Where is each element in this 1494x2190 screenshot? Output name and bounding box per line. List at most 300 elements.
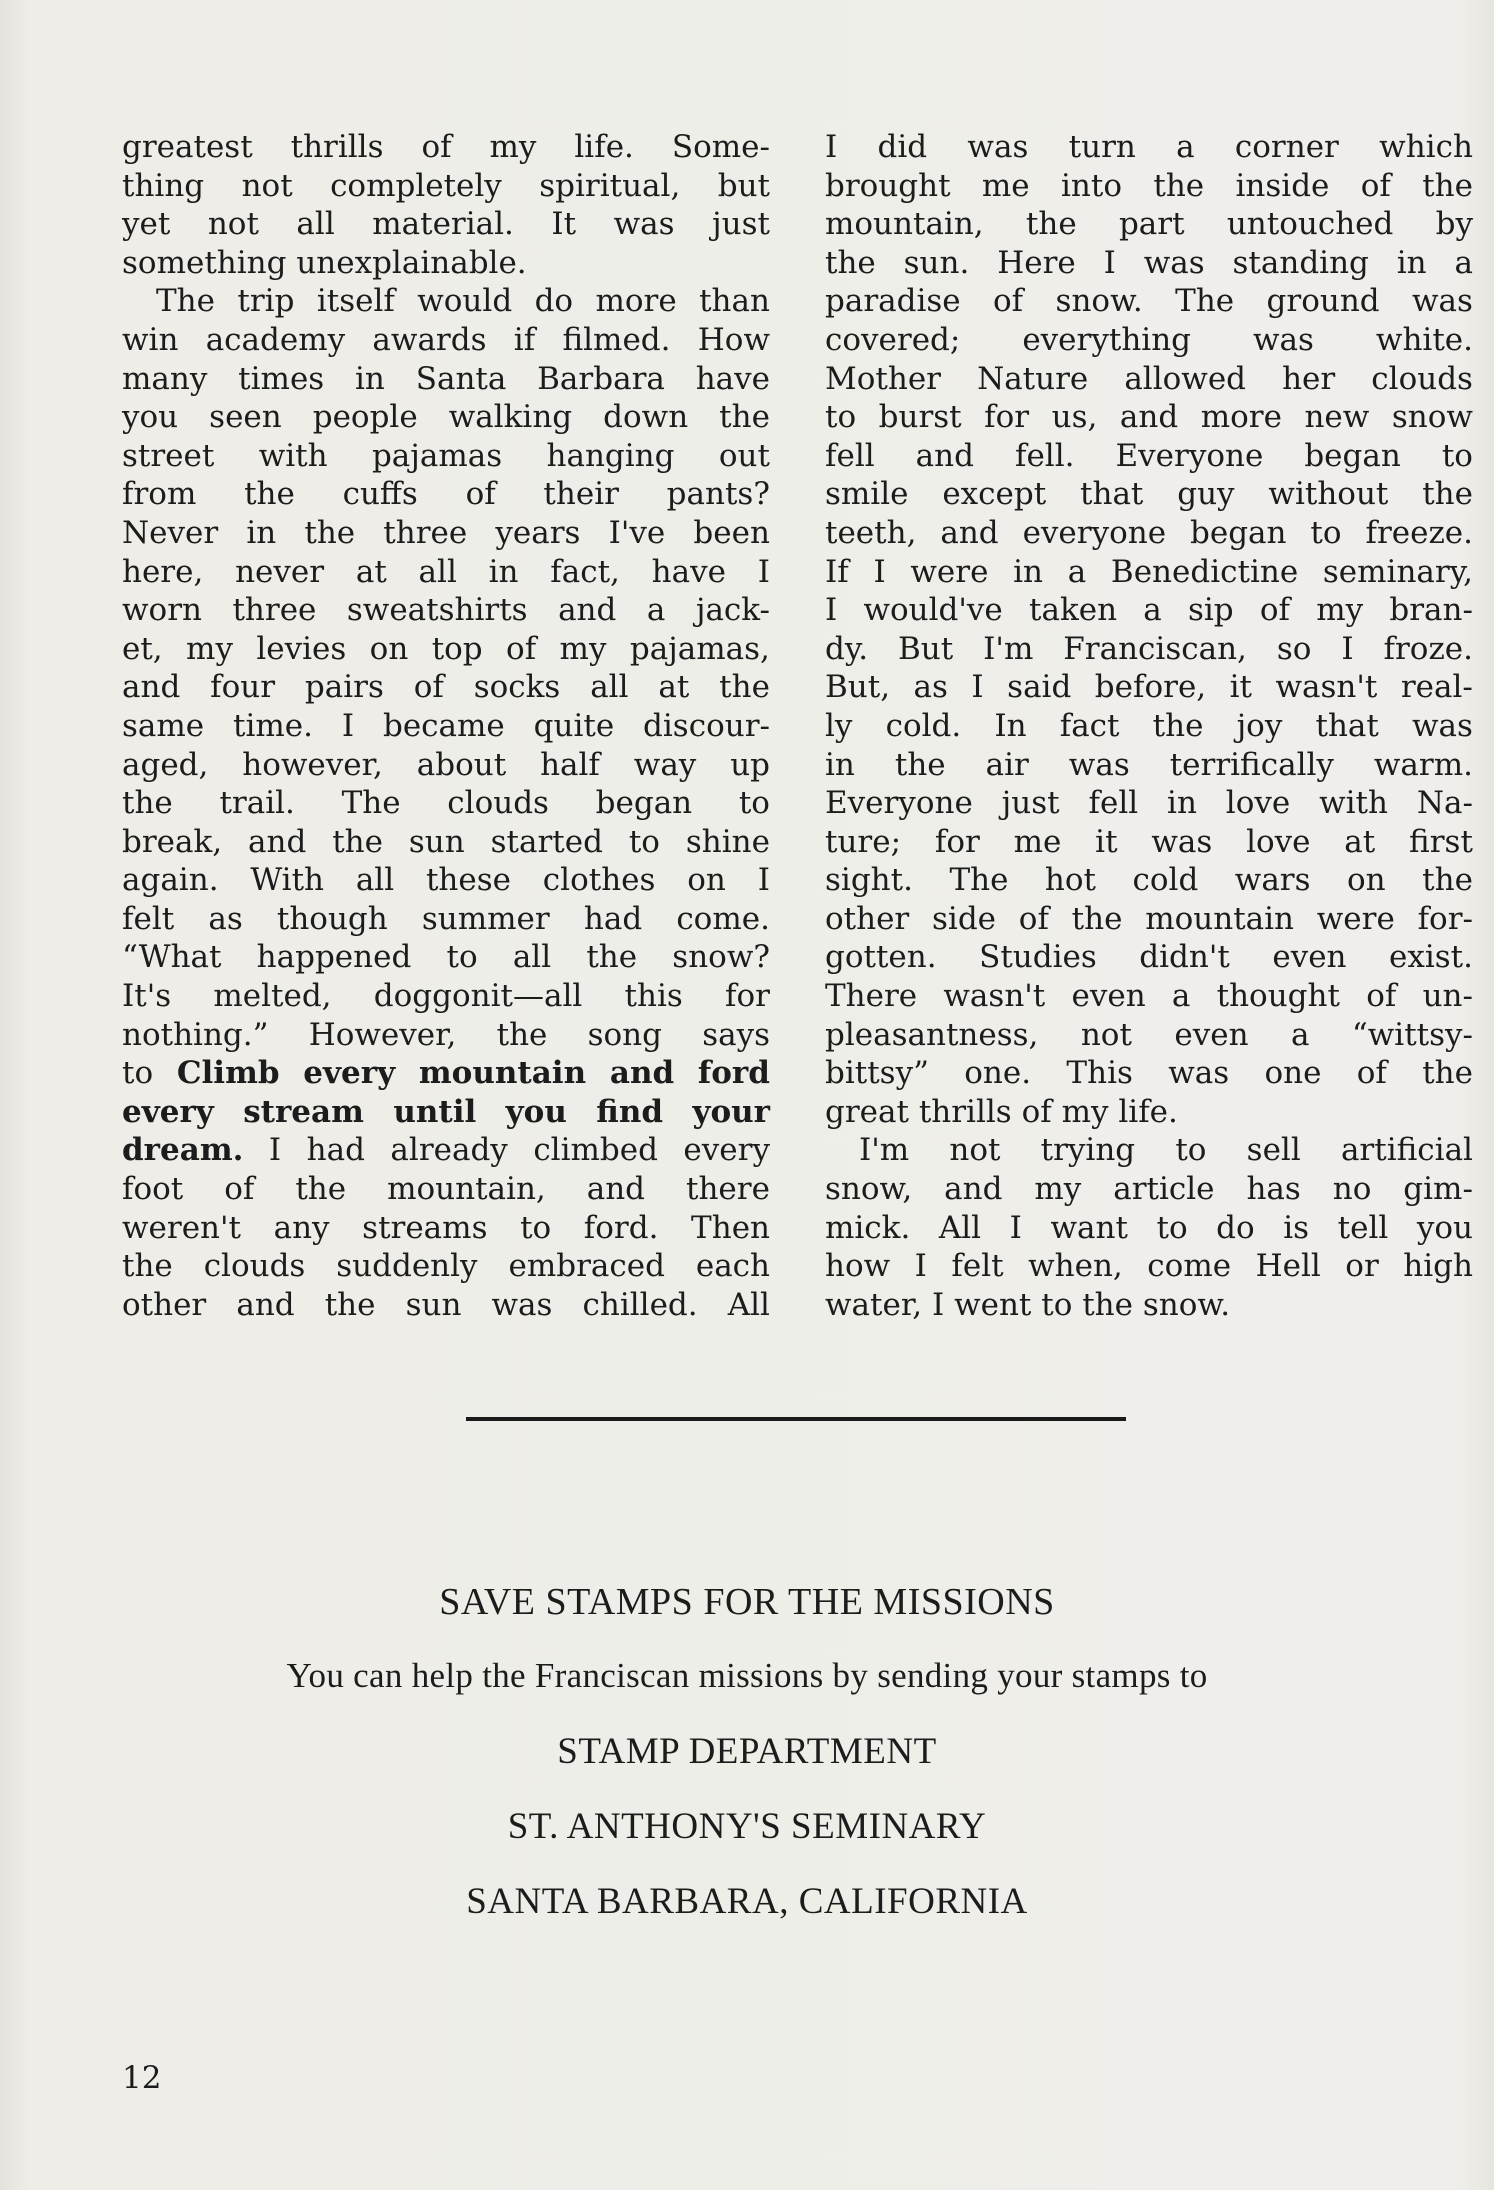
word: find [596, 1093, 664, 1130]
word: was [1253, 321, 1314, 358]
word: melted, [213, 978, 332, 1015]
text-line [825, 1093, 1473, 1132]
word: sip [1187, 592, 1234, 629]
word: Hell [1255, 1248, 1321, 1285]
word: Na- [1416, 785, 1473, 822]
word: everyone [1022, 514, 1167, 551]
text-line [825, 1209, 1473, 1248]
word: life. [574, 129, 634, 165]
text-line [825, 977, 1473, 1016]
word: paradise [825, 283, 961, 320]
word: terrifically [1169, 746, 1334, 783]
word: The [1175, 283, 1235, 320]
word: love [1246, 823, 1311, 860]
word: up [730, 746, 770, 783]
word: Here [997, 244, 1076, 281]
word: three [232, 592, 317, 629]
word: felt [951, 1248, 1004, 1285]
word: trip [237, 283, 295, 320]
word: not [1080, 1016, 1132, 1053]
word: were [910, 553, 989, 590]
word: “wittsy- [1351, 1016, 1473, 1053]
word: I'm [983, 630, 1034, 667]
word: the [825, 244, 876, 281]
word: these [425, 862, 511, 899]
word: my [1316, 592, 1364, 629]
notice-title: SAVE STAMPS FOR THE MISSIONS [439, 1581, 1055, 1623]
word: if [513, 321, 536, 358]
word: Studies [979, 939, 1097, 976]
word: thought [1216, 978, 1340, 1015]
word: embraced [508, 1248, 665, 1285]
word: even [1174, 1016, 1249, 1053]
word: I [1009, 1209, 1022, 1246]
word: all [590, 669, 629, 706]
word: were [1316, 900, 1395, 937]
word: of [421, 129, 452, 165]
text-line [122, 784, 770, 823]
word: on [1347, 862, 1386, 899]
word: The [949, 862, 1009, 899]
word: of [1021, 1093, 1052, 1130]
word: warm. [1373, 746, 1473, 783]
text-line [825, 321, 1473, 360]
word: discour- [643, 707, 770, 744]
text-line [825, 437, 1473, 476]
word: with [258, 437, 328, 474]
word: hanging [546, 437, 675, 474]
word: pants? [666, 476, 770, 513]
word: you [122, 399, 179, 436]
word: clouds [1371, 360, 1473, 397]
word: except [942, 476, 1047, 513]
word: fell. [1014, 437, 1075, 474]
word: guy [1177, 476, 1235, 513]
word: of [1259, 592, 1290, 629]
word: taken [1029, 592, 1118, 629]
word: a [1176, 129, 1195, 165]
word: wars [1234, 862, 1311, 899]
text-line [122, 1247, 770, 1286]
word: had [306, 1132, 365, 1169]
word: part [1118, 206, 1185, 243]
word: to [446, 939, 478, 976]
text-line [825, 167, 1473, 206]
word: the [1152, 707, 1204, 744]
word: four [210, 669, 276, 706]
text-line [825, 205, 1473, 244]
word: of [465, 476, 496, 513]
word: and [248, 823, 307, 860]
word: my [186, 630, 233, 667]
word: snow [1391, 399, 1473, 436]
word: from [122, 476, 197, 513]
word: in [488, 553, 519, 590]
word: in [1013, 553, 1044, 590]
word: “What [122, 939, 222, 976]
word: freeze. [1365, 514, 1473, 551]
word: again. [122, 862, 219, 899]
word: ford. [583, 1209, 659, 1246]
word: of [1360, 167, 1391, 204]
word: of [1356, 1055, 1387, 1092]
word: fell [825, 437, 875, 474]
text-line [825, 244, 1473, 283]
word: all [418, 553, 457, 590]
word: any [273, 1209, 330, 1246]
text-line [825, 360, 1473, 399]
word: for [725, 978, 770, 1015]
word: hot [1044, 862, 1097, 899]
word: seen [209, 399, 282, 436]
text-line [122, 707, 770, 746]
word: the [1082, 1286, 1133, 1323]
word: awards [372, 321, 487, 358]
text-line [825, 398, 1473, 437]
word: ford [697, 1055, 770, 1092]
word: of [224, 1171, 255, 1208]
text-line [825, 282, 1473, 321]
word: life. [1118, 1093, 1178, 1130]
word: until [393, 1093, 477, 1130]
text-line [825, 1247, 1473, 1286]
word: it [1095, 823, 1118, 860]
word: If [825, 553, 849, 590]
text-line [825, 128, 1473, 167]
word: at [355, 553, 387, 590]
word: which [1379, 129, 1473, 165]
word: air [985, 746, 1029, 783]
word: that [1080, 476, 1144, 513]
word: this [624, 978, 683, 1015]
word: every [303, 1055, 396, 1092]
word: clouds [447, 785, 549, 822]
word: a [1454, 244, 1473, 281]
word: at [1344, 823, 1376, 860]
word: times [238, 360, 325, 397]
notice-seminary: ST. ANTHONY'S SEMINARY [507, 1806, 987, 1847]
word: levies [256, 630, 347, 667]
word: on [369, 630, 409, 667]
word: do [534, 283, 574, 320]
word: already [390, 1132, 508, 1169]
word: But, [825, 669, 891, 706]
word: began [595, 785, 693, 822]
word: clouds [203, 1248, 306, 1285]
word: as [208, 900, 243, 937]
word: one. [964, 1055, 1032, 1092]
word: pajamas, [629, 630, 770, 667]
word: even [1071, 978, 1146, 1015]
word: come. [676, 900, 770, 937]
word: for [934, 823, 980, 860]
text-line [825, 784, 1473, 823]
word: happened [256, 939, 412, 976]
text-line [122, 167, 770, 206]
word: just [1001, 785, 1060, 822]
word: jack- [695, 592, 770, 629]
word: was [1168, 1055, 1230, 1092]
word: went [954, 1286, 1032, 1323]
word: her [1282, 360, 1336, 397]
word: more [595, 283, 677, 320]
word: other [825, 900, 910, 937]
text-line [825, 553, 1473, 592]
text-line [825, 1286, 1473, 1325]
word: Everyone [825, 785, 973, 822]
word: snow? [672, 939, 770, 976]
word: fell [1088, 785, 1139, 822]
word: the [332, 823, 383, 860]
word: even [1272, 939, 1347, 976]
word: Everyone [1115, 437, 1264, 474]
article-column-right [825, 128, 1473, 1324]
word: snow. [1142, 1286, 1231, 1323]
word: into [1061, 167, 1123, 204]
notice-department: STAMP DEPARTMENT [557, 1731, 937, 1772]
word: high [1403, 1248, 1473, 1285]
word: nothing.” [122, 1016, 269, 1053]
word: snow, [825, 1171, 913, 1208]
word: wasn't [943, 978, 1046, 1015]
text-line [825, 823, 1473, 862]
word: was [613, 206, 675, 243]
word: not [207, 206, 259, 243]
word: thrills [290, 129, 384, 165]
word: all [355, 862, 395, 899]
text-line [122, 1054, 770, 1093]
text-line [825, 668, 1473, 707]
word: worn [122, 592, 202, 629]
notice-city: SANTA BARBARA, CALIFORNIA [466, 1881, 1028, 1922]
word: I [757, 553, 770, 590]
word: and [586, 1171, 646, 1208]
word: and [236, 1286, 295, 1323]
word: of [413, 669, 444, 706]
word: each [695, 1248, 770, 1285]
word: do [1216, 1209, 1255, 1246]
word: snow. [1055, 283, 1143, 320]
word: in [246, 514, 277, 551]
word: have [695, 360, 770, 397]
word: walking [448, 399, 573, 436]
word: love [1225, 785, 1291, 822]
word: I [873, 553, 886, 590]
word: gotten. [825, 939, 937, 976]
word: It [551, 206, 577, 243]
word: when, [1028, 1248, 1123, 1285]
word: of [1018, 900, 1049, 937]
word: corner [1234, 129, 1339, 165]
word: a [1171, 978, 1191, 1015]
text-line [122, 900, 770, 939]
text-line [122, 977, 770, 1016]
word: that [1315, 707, 1379, 744]
word: so [1276, 630, 1312, 667]
word: sweatshirts [346, 592, 528, 629]
word: pairs [304, 669, 384, 706]
word: stream [243, 1093, 364, 1130]
text-line [122, 282, 770, 321]
word: a [1143, 592, 1162, 629]
word: than [699, 283, 770, 320]
word: The [156, 283, 215, 320]
word: I [1103, 244, 1116, 281]
word: I [914, 1248, 927, 1285]
word: break, [122, 823, 223, 860]
word: all [512, 939, 552, 976]
word: about [416, 746, 507, 783]
word: has [1246, 1171, 1301, 1208]
word: allowed [1124, 360, 1247, 397]
page-number: 12 [122, 2060, 162, 2096]
word: me [981, 167, 1030, 204]
word: didn't [1139, 939, 1230, 976]
word: However, [308, 1016, 457, 1053]
word: sell [1246, 1132, 1301, 1169]
word: water, [825, 1286, 923, 1323]
word: untouched [1226, 206, 1394, 243]
word: began [1190, 514, 1287, 551]
word: In [994, 707, 1027, 744]
word: says [702, 1016, 770, 1053]
word: all [296, 206, 335, 243]
word: of [1366, 978, 1397, 1015]
word: many [122, 360, 208, 397]
word: gim- [1403, 1171, 1473, 1208]
word: the [122, 785, 173, 822]
word: your [692, 1093, 770, 1130]
word: tell [1337, 1209, 1389, 1246]
word: article [1113, 1171, 1215, 1208]
word: every [122, 1093, 214, 1130]
word: and [1119, 399, 1179, 436]
word: time. [233, 707, 313, 744]
text-line [122, 475, 770, 514]
word: fact, [550, 553, 620, 590]
word: more [1200, 399, 1282, 436]
word: But [898, 630, 954, 667]
word: though [276, 900, 388, 937]
word: been [693, 514, 770, 551]
word: every [683, 1132, 770, 1169]
word: want [1050, 1209, 1128, 1246]
word: to [1156, 1209, 1188, 1246]
word: ground [1266, 283, 1380, 320]
text-line [825, 475, 1473, 514]
text-line [122, 553, 770, 592]
text-line [122, 746, 770, 785]
word: in [1396, 244, 1427, 281]
text-line [825, 861, 1473, 900]
word: thrills [918, 1093, 1012, 1130]
word: me [1013, 823, 1062, 860]
word: years [495, 514, 581, 551]
word: cold [1132, 862, 1199, 899]
word: socks [473, 669, 561, 706]
word: un- [1422, 978, 1473, 1015]
text-line [825, 900, 1473, 939]
word: unexplainable. [296, 244, 527, 281]
word: is [1283, 1209, 1310, 1246]
word: Barbara [537, 360, 665, 397]
word: and [609, 1055, 675, 1092]
word: felt [122, 900, 175, 937]
word: before, [1094, 669, 1207, 706]
word: foot [122, 1171, 184, 1208]
word: said [1007, 669, 1072, 706]
word: down [603, 399, 689, 436]
word: began [1304, 437, 1401, 474]
word: but [717, 167, 770, 204]
word: weren't [122, 1209, 241, 1246]
text-line [825, 707, 1473, 746]
word: material. [372, 206, 514, 243]
text-line [825, 1016, 1473, 1055]
word: was [1412, 283, 1473, 320]
word: of [506, 630, 537, 667]
text-line [825, 514, 1473, 553]
text-line [122, 668, 770, 707]
word: brought [825, 167, 951, 204]
word: Franciscan, [1063, 630, 1247, 667]
word: Benedictine [1110, 553, 1299, 590]
word: here, [122, 553, 204, 590]
text-line [825, 591, 1473, 630]
word: three [383, 514, 468, 551]
word: burst [878, 399, 962, 436]
word: had [583, 900, 643, 937]
word: great [825, 1093, 909, 1130]
word: something [122, 244, 287, 281]
word: sun [405, 1286, 462, 1323]
word: covered; [825, 321, 961, 358]
word: new [1304, 399, 1370, 436]
word: side [932, 900, 997, 937]
word: dream. [122, 1132, 244, 1169]
word: to [628, 823, 660, 860]
word: without [1268, 476, 1389, 513]
text-line [122, 861, 770, 900]
word: by [1435, 206, 1473, 243]
word: to [1441, 437, 1473, 474]
text-line [122, 398, 770, 437]
word: it [1229, 669, 1253, 706]
text-line [122, 1131, 770, 1170]
word: the [122, 1248, 173, 1285]
word: inside [1235, 167, 1330, 204]
word: et, [122, 630, 163, 667]
word: first [1409, 823, 1473, 860]
word: the [244, 476, 295, 513]
word: filmed. [562, 321, 671, 358]
word: streams [362, 1209, 488, 1246]
word: and [558, 592, 617, 629]
word: wasn't [1275, 669, 1378, 706]
word: academy [205, 321, 346, 358]
word: the [324, 1286, 376, 1323]
word: not [241, 167, 293, 204]
word: other [122, 1286, 207, 1323]
word: white. [1375, 321, 1473, 358]
word: started [490, 823, 603, 860]
word: a [1290, 1016, 1310, 1053]
word: to [825, 399, 857, 436]
word: street [122, 437, 215, 474]
word: pajamas [371, 437, 503, 474]
word: I [825, 129, 838, 165]
word: itself [316, 283, 395, 320]
